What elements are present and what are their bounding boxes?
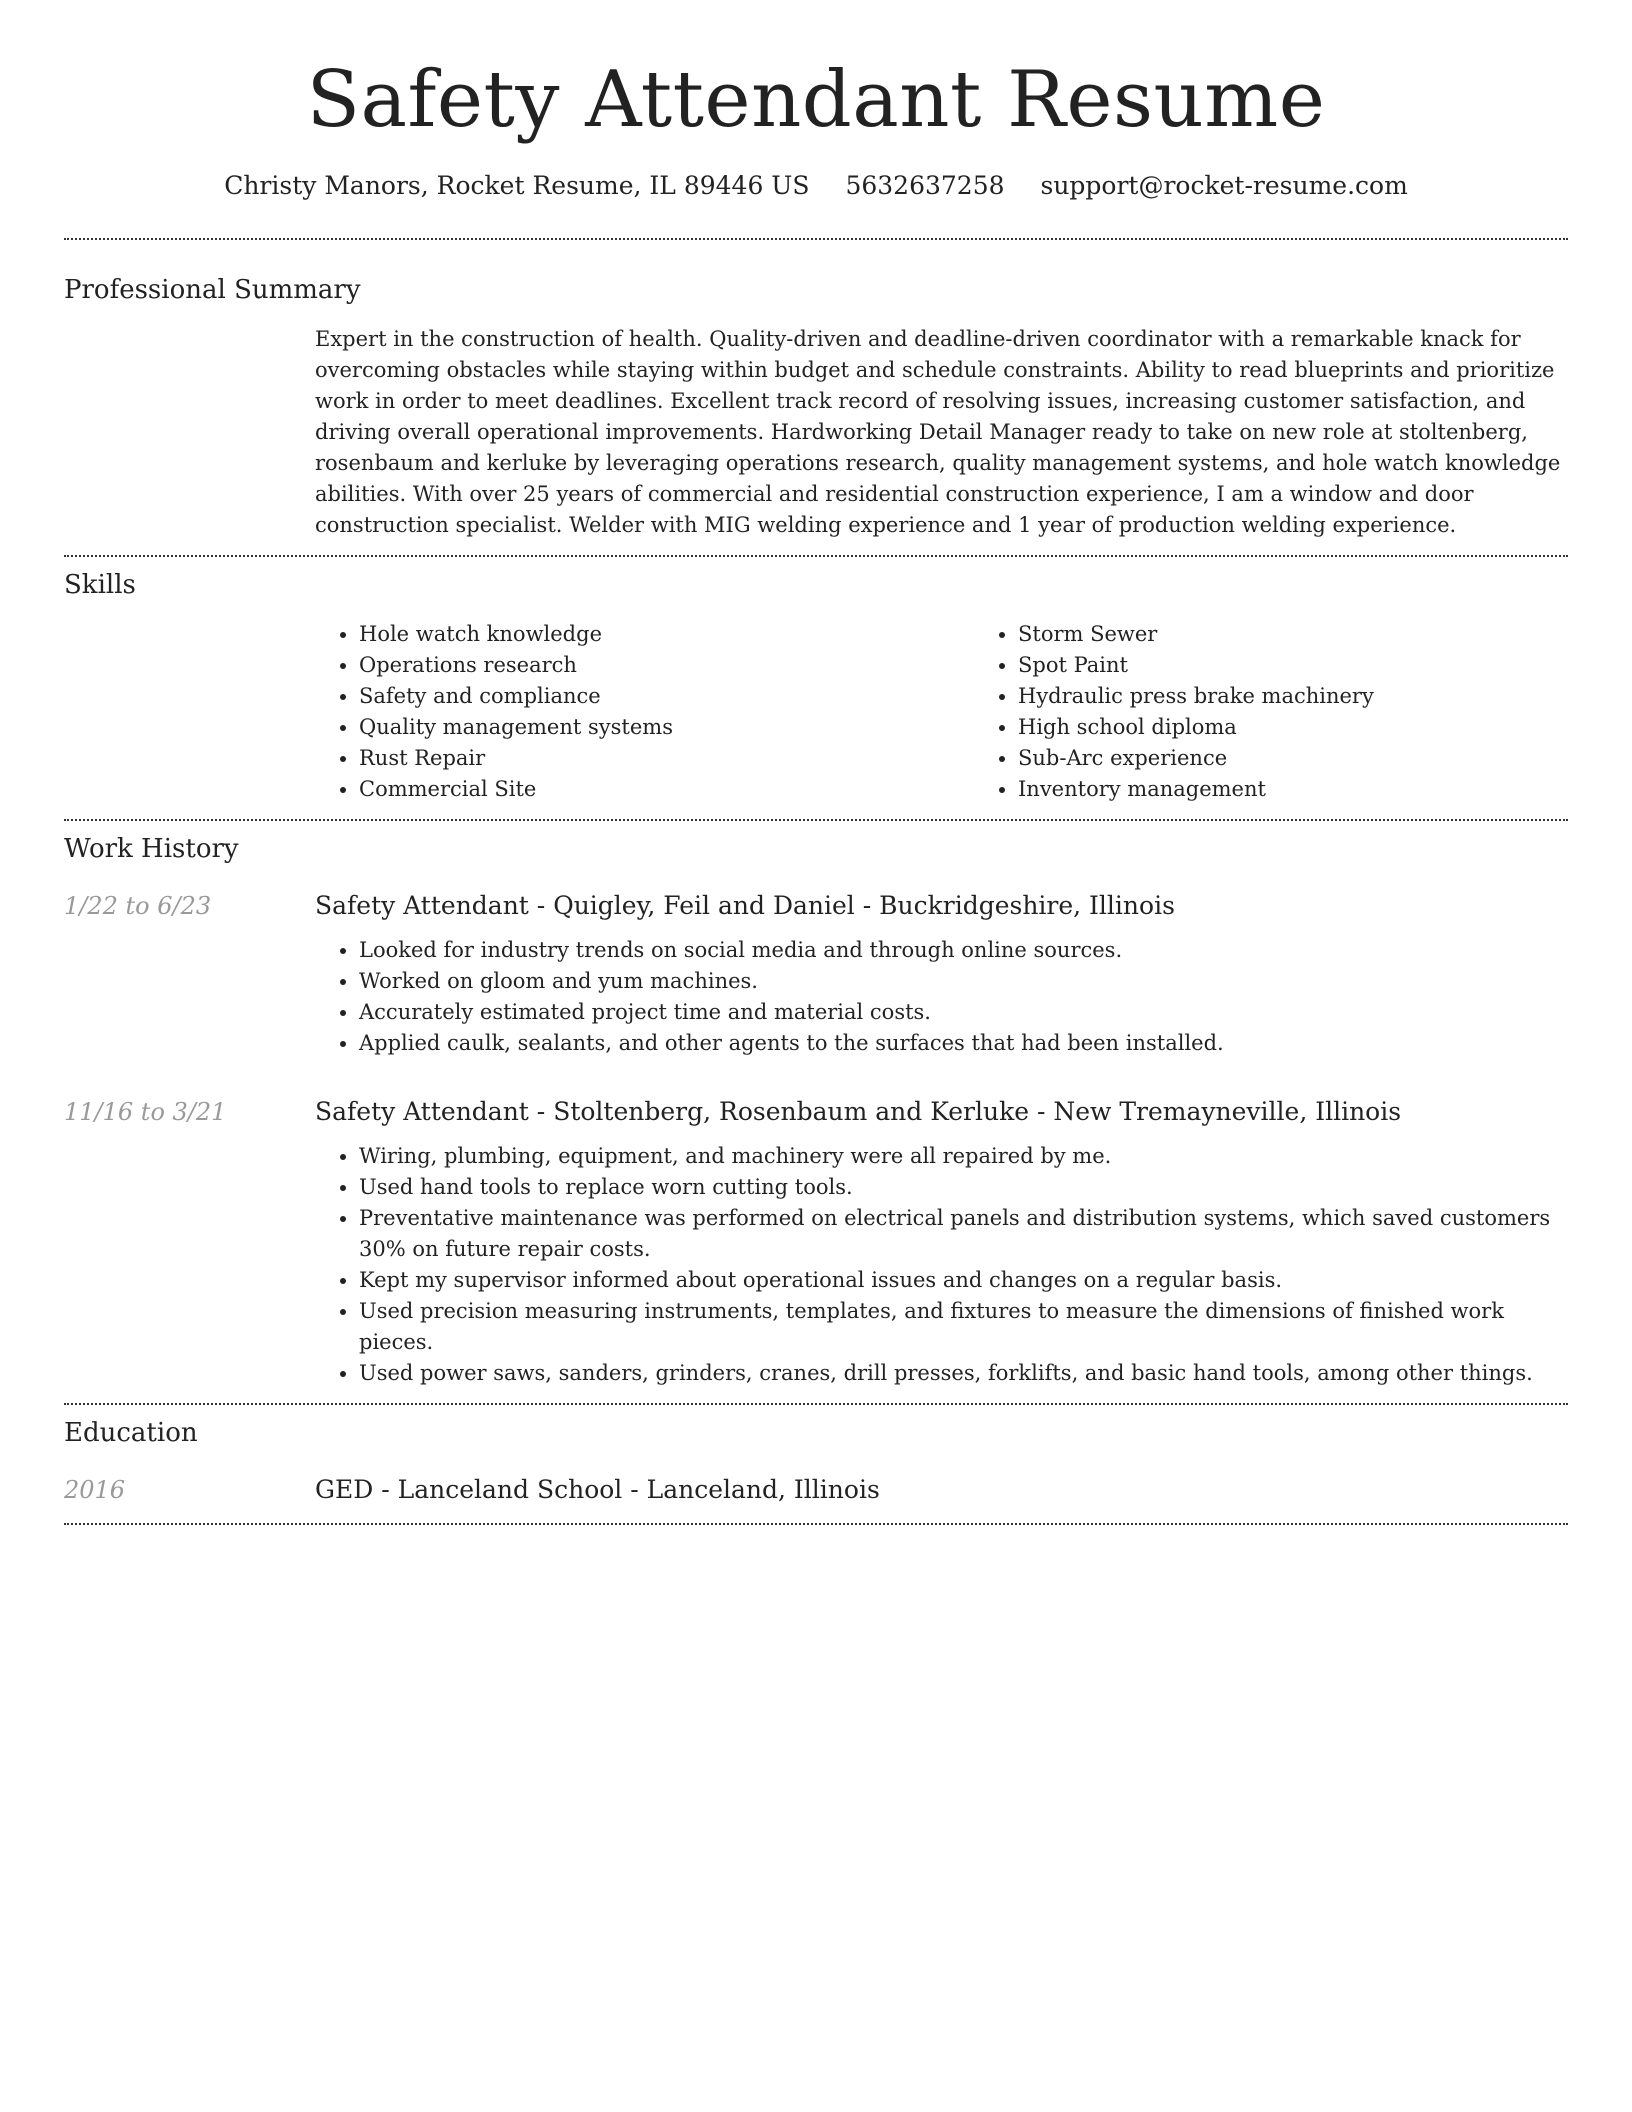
skills-list-right — [974, 619, 1632, 805]
skill-item: • High school diploma — [1018, 712, 1632, 743]
work-section — [64, 821, 1568, 1403]
skills-heading: Skills — [64, 570, 136, 600]
skills-gutter — [64, 619, 315, 805]
skills-list-left — [315, 619, 974, 805]
education-title: GED - Lanceland School - Lanceland, Illinois — [315, 1475, 880, 1504]
education-heading: Education — [64, 1418, 198, 1448]
education-entry — [64, 1473, 1568, 1507]
job-entry — [64, 889, 1568, 1059]
job-bullet: • Accurately estimated project time and material costs. — [359, 997, 1568, 1028]
divider — [64, 1523, 1568, 1525]
job-bullet: • Kept my supervisor informed about operational issues and changes on a regular basis. — [359, 1265, 1568, 1296]
job-bullet: • Used hand tools to replace worn cutting tools. — [359, 1172, 1568, 1203]
contact-email: support@rocket-resume.com — [1040, 171, 1408, 200]
skills-section — [64, 557, 1568, 819]
skill-item: • Inventory management — [1018, 774, 1632, 805]
contact-phone: 5632637258 — [845, 171, 1005, 200]
job-bullet: • Applied caulk, sealants, and other agents to the surfaces that had been installed. — [359, 1028, 1568, 1059]
job-bullet: • Used precision measuring instruments, templates, and fixtures to measure the dimensions of finished work pieces. — [359, 1296, 1568, 1358]
education-section — [64, 1405, 1568, 1523]
contact-address: Christy Manors, Rocket Resume, IL 89446 US — [224, 171, 810, 200]
summary-text: Expert in the construction of health. Quality-driven and deadline-driven coordinator with a remarkable knack for overcoming obstacles while staying within budget and schedule constraints. Ability to read blueprints and prioritize work in order to meet deadlines. Excellent track record of resolving issues, increasing customer satisfaction, and driving overall operational improvements. Hardworking Detail Manager ready to take on new role at stoltenberg, rosenbaum and kerluke by leveraging operations research, quality management systems, and hole watch knowledge abilities. With over 25 years of commercial and residential construction experience, I am a window and door construction specialist. Welder with MIG welding experience and 1 year of production welding experience. — [315, 327, 1561, 537]
skill-item: • Safety and compliance — [359, 681, 974, 712]
job-bullets — [315, 1141, 1568, 1389]
skill-item: • Operations research — [359, 650, 974, 681]
skill-item: • Hydraulic press brake machinery — [1018, 681, 1632, 712]
job-title: Safety Attendant - Stoltenberg, Rosenbaum and Kerluke - New Tremayneville, Illinois — [315, 1097, 1402, 1126]
skill-item: • Quality management systems — [359, 712, 974, 743]
skill-item: • Rust Repair — [359, 743, 974, 774]
page-title: Safety Attendant Resume — [306, 55, 1326, 145]
summary-section — [64, 240, 1568, 555]
job-entry — [64, 1095, 1568, 1389]
skill-item: • Commercial Site — [359, 774, 974, 805]
skill-item: • Sub-Arc experience — [1018, 743, 1632, 774]
job-bullets — [315, 935, 1568, 1059]
education-dates: 2016 — [64, 1476, 126, 1504]
job-bullet: • Used power saws, sanders, grinders, cranes, drill presses, forklifts, and basic hand tools, among other things. — [359, 1358, 1568, 1389]
skill-item: • Storm Sewer — [1018, 619, 1632, 650]
job-bullet: • Looked for industry trends on social media and through online sources. — [359, 935, 1568, 966]
job-dates: 11/16 to 3/21 — [64, 1098, 227, 1126]
job-dates: 1/22 to 6/23 — [64, 892, 212, 920]
summary-heading: Professional Summary — [64, 275, 361, 305]
job-title: Safety Attendant - Quigley, Feil and Daniel - Buckridgeshire, Illinois — [315, 891, 1175, 920]
skill-item: • Spot Paint — [1018, 650, 1632, 681]
contact-line — [64, 168, 1568, 204]
skill-item: • Hole watch knowledge — [359, 619, 974, 650]
summary-gutter — [64, 324, 315, 541]
job-bullet: • Worked on gloom and yum machines. — [359, 966, 1568, 997]
work-heading: Work History — [64, 834, 239, 864]
job-bullet: • Wiring, plumbing, equipment, and machinery were all repaired by me. — [359, 1141, 1568, 1172]
job-bullet: • Preventative maintenance was performed on electrical panels and distribution systems, which saved customers 30% on future repair costs. — [359, 1203, 1568, 1265]
